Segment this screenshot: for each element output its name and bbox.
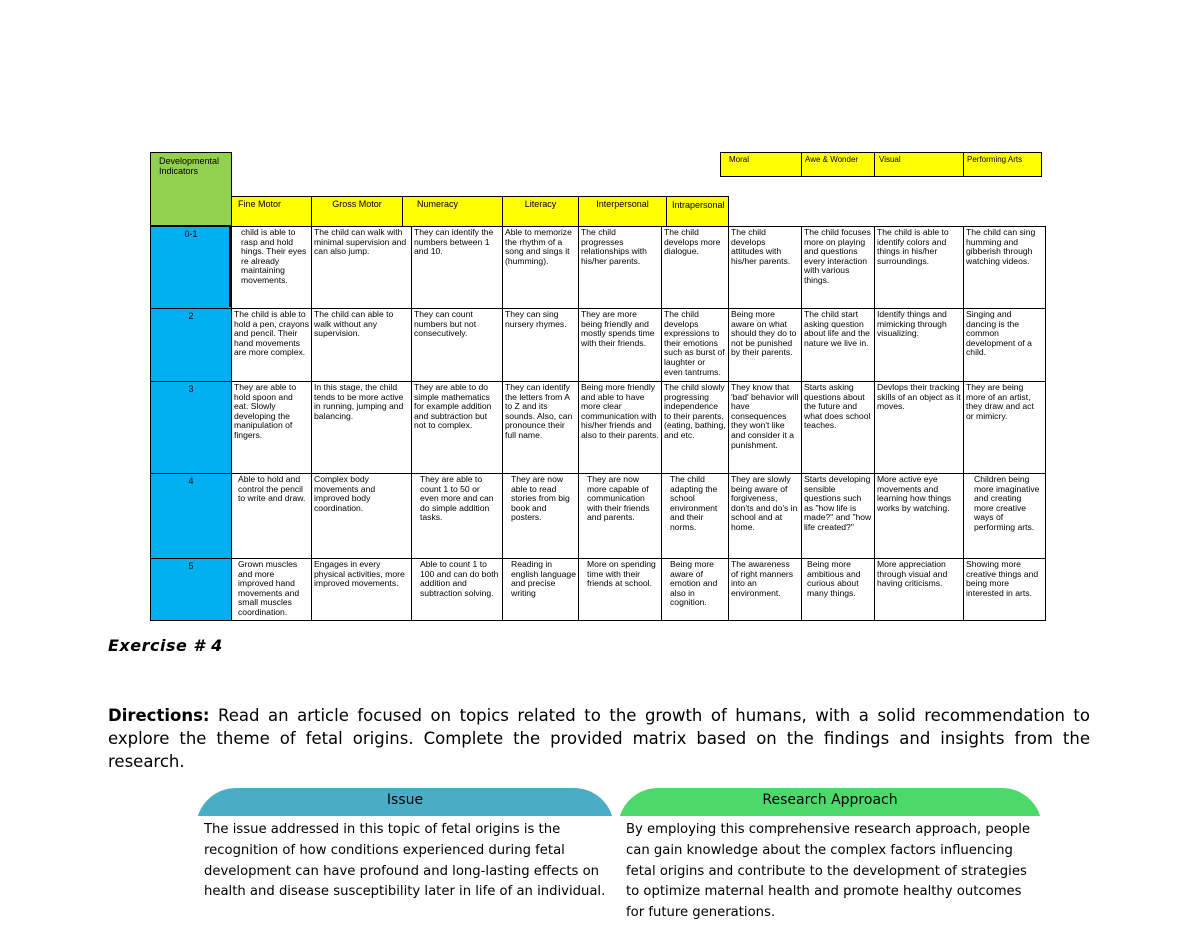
table-cell: The child slowly progressing independence to their parents. (eating, bathing, and etc. [661,381,729,474]
table-cell: They are able to do simple mathematics for example addition and subtraction but not to complex. [411,381,503,474]
table-cell: The child progresses relationships with his/her parents. [578,226,662,309]
directions-label: Directions: [108,706,210,725]
table-cell: They are able to count 1 to 50 or even more and can do simple addition tasks. [411,473,503,559]
table-cell: They are now able to read stories from big book and posters. [502,473,579,559]
age-label-5: 5 [150,558,232,621]
table-cell: Starts developing sensible questions such as "how life is made?" and "how life created?" [801,473,875,559]
table-cell: Able to count 1 to 100 and can do both addition and subtraction solving. [411,558,503,621]
table-cell: Grown muscles and more improved hand movements and small muscles coordination. [231,558,312,621]
table-cell: The child adapting the school environment and their norms. [661,473,729,559]
directions-paragraph [108,704,1090,773]
table-cell: Identify things and mimicking through visualizing. [874,308,964,382]
table-cell: Engages in every physical activities, more improved movements. [311,558,412,621]
column-header-visual: Visual [874,152,964,177]
table-cell: The child is able to identify colors and things in his/her surroundings. [874,226,964,309]
table-cell: They are more being friendly and mostly spends time with their friends. [578,308,662,382]
table-cell: The child is able to hold a pen, crayons and pencil. Their hand movements are more complex. [231,308,312,382]
table-cell: The awareness of right manners into an environment. [728,558,802,621]
column-header-fine-motor: Fine Motor [231,196,312,227]
table-cell: The child develops expressions to their emotions such as burst of laughter or even tantrums. [661,308,729,382]
table-cell: They can count numbers but not consecutively. [411,308,503,382]
table-cell: Showing more creative things and being more interested in arts. [963,558,1046,621]
research-approach-text: By employing this comprehensive research approach, people can gain knowledge about the complex factors influencing fetal origins and contribute to the development of strategies to optimize maternal health and promote healthy outcomes for future generations. [626,822,1031,921]
table-cell: Being more friendly and able to have more clear communication with his/her friends and also to their parents. [578,381,662,474]
table-cell: They know that 'bad' behavior will have consequences they won't like and consider it a punishment. [728,381,802,474]
table-cell: The child can walk with minimal supervision and can also jump. [311,226,412,309]
table-cell: child is able to rasp and hold hings. Their eyes re already maintaining movements. [231,226,312,309]
issue-box [196,788,614,927]
table-cell: Being more aware of emotion and also in cognition. [661,558,729,621]
table-cell: Able to memorize the rhythm of a song and sings it (humming). [502,226,579,309]
issue-title: Issue [386,792,424,808]
table-cell: The child focuses more on playing and questions every interaction with various things. [801,226,875,309]
table-cell: More active eye movements and learning how things works by watching. [874,473,964,559]
table-cell: Able to hold and control the pencil to write and draw. [231,473,312,559]
table-cell: Being more aware on what should they do to not be punished by their parents. [728,308,802,382]
research-approach-box [618,788,1042,927]
table-cell: The child develops attitudes with his/her parents. [728,226,802,309]
table-cell: The child can able to walk without any supervision. [311,308,412,382]
research-approach-title: Research Approach [762,792,898,808]
age-label-3: 3 [150,381,232,474]
age-label-4: 4 [150,473,232,559]
table-cell: The child develops more dialogue. [661,226,729,309]
directions-text: Read an article focused on topics related to the growth of humans, with a solid recommendation to explore the theme of fetal origins. Complete the provided matrix based on the findings and insights from the research. [108,706,1090,771]
table-cell: Children being more imaginative and creating more creative ways of performing arts. [963,473,1046,559]
column-header-literacy: Literacy [502,196,579,227]
table-cell: Complex body movements and improved body coordination. [311,473,412,559]
column-header-performing-arts: Performing Arts [963,152,1042,177]
column-header-gross-motor: Gross Motor [311,196,403,227]
column-header-awe-wonder: Awe & Wonder [801,152,875,177]
column-header-moral: Moral [720,152,802,177]
table-cell: They can identify the numbers between 1 and 10. [411,226,503,309]
table-cell: They can identify the letters from A to Z and its sounds. Also, can pronounce their full name. [502,381,579,474]
age-label-0-1: 0-1 [150,226,232,309]
table-cell: Being more ambitious and curious about many things. [801,558,875,621]
table-cell: Starts asking questions about the future and what does school teaches. [801,381,875,474]
issue-text: The issue addressed in this topic of fetal origins is the recognition of how conditions experienced during fetal development can have profound and long-lasting effects on health and disease susceptibility later in life of an individual. [204,822,606,900]
table-cell: The child can sing humming and gibberish through watching videos. [963,226,1046,309]
age-label-2: 2 [150,308,232,382]
table-cell: Devlops their tracking skills of an object as it moves. [874,381,964,474]
table-cell: Singing and dancing is the common development of a child. [963,308,1046,382]
table-cell: They are being more of an artist, they draw and act or mimicry. [963,381,1046,474]
column-header-interpersonal: Interpersonal [578,196,667,227]
exercise-title: Exercise # 4 [108,636,223,655]
table-cell: More on spending time with their friends at school. [578,558,662,621]
table-cell: The child start asking question about life and the nature we live in. [801,308,875,382]
table-cell: They are slowly being aware of forgiveness, don'ts and do's in school and at home. [728,473,802,559]
corner-label: Developmental Indicators [150,152,232,226]
table-cell: In this stage, the child tends to be more active in running, jumping and balancing. [311,381,412,474]
table-cell: They are able to hold spoon and eat. Slowly developing the manipulation of fingers. [231,381,312,474]
table-cell: They can sing nursery rhymes. [502,308,579,382]
table-cell: Reading in english language and precise writing [502,558,579,621]
table-cell: More appreciation through visual and having criticisms. [874,558,964,621]
table-cell: They are now more capable of communication with their friends and parents. [578,473,662,559]
column-header-intrapersonal: Intrapersonal [666,196,729,227]
column-header-numeracy: Numeracy [402,196,503,227]
